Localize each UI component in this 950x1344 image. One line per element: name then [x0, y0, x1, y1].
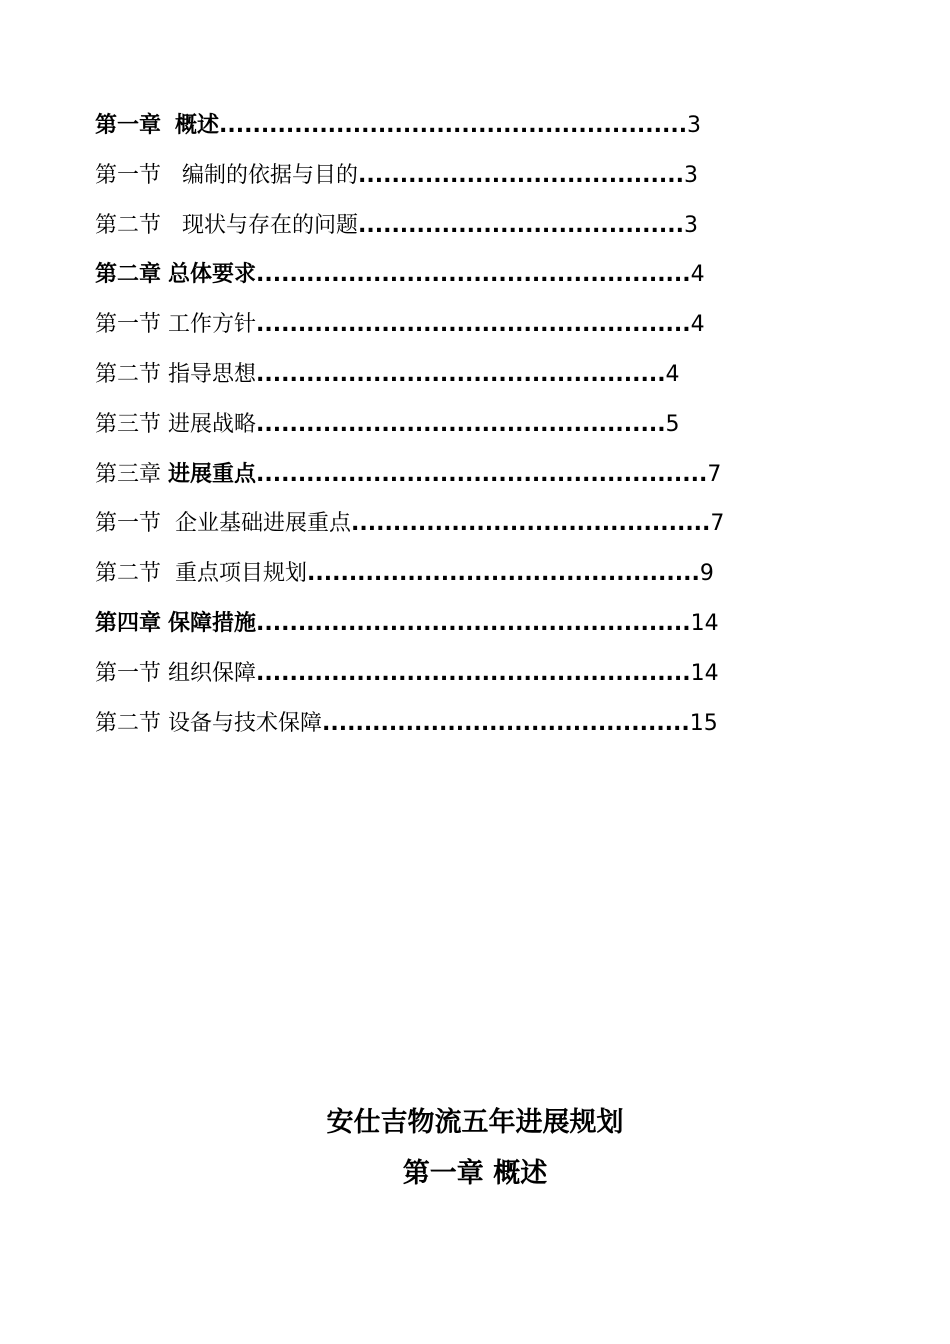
toc-entry-gap	[161, 412, 168, 437]
toc-entry-leader: .......................................	[358, 212, 684, 238]
toc-entry-title: 进展战略	[168, 411, 257, 437]
toc-entry-label: 第二章	[95, 262, 162, 288]
toc-entry-title: 重点项目规划	[175, 561, 308, 587]
toc-entry-gap	[161, 113, 175, 138]
toc-entry-leader: ...........................................	[351, 511, 711, 537]
toc-entry-title: 企业基础进展重点	[175, 511, 352, 537]
toc-entry-title: 指导思想	[168, 361, 257, 387]
toc-entry[interactable]	[95, 702, 795, 752]
toc-entry-title: 保障措施	[168, 610, 257, 636]
toc-entry-title: 设备与技术保障	[168, 710, 323, 736]
toc-entry-page: 14	[690, 660, 719, 686]
toc-entry-title: 进展重点	[168, 461, 257, 487]
toc-entry-leader: ....................................................	[256, 262, 691, 288]
toc-entry[interactable]	[95, 403, 795, 453]
toc-entry-leader: .................................................	[256, 361, 666, 387]
toc-entry-leader: ....................................................	[256, 312, 691, 338]
toc-entry[interactable]	[95, 552, 795, 602]
toc-entry-gap	[161, 511, 175, 536]
toc-entry-label: 第二节	[95, 361, 162, 387]
toc-entry-page: 15	[689, 710, 718, 736]
toc-entry-gap	[161, 611, 168, 636]
toc-entry-leader: ........................................................	[219, 113, 688, 138]
toc-entry-title: 总体要求	[168, 262, 257, 288]
toc-entry-page: 14	[690, 610, 719, 636]
toc-entry-leader: ...............................................	[307, 561, 700, 587]
toc-entry-gap	[161, 711, 168, 736]
toc-entry-leader: ......................................................	[256, 461, 708, 487]
toc-entry-page: 3	[683, 162, 698, 188]
toc-entry-label: 第二节	[95, 710, 162, 736]
toc-entry[interactable]	[95, 353, 795, 403]
toc-entry-gap	[161, 462, 168, 487]
toc-entry-label: 第二节	[95, 212, 162, 238]
toc-entry[interactable]	[95, 303, 795, 353]
toc-entry-gap	[161, 661, 168, 686]
toc-entry[interactable]	[95, 502, 795, 552]
toc-entry-page: 7	[710, 511, 725, 537]
toc-entry-gap	[161, 561, 175, 586]
toc-entry-page: 3	[687, 113, 702, 138]
toc-entry-title: 工作方针	[168, 312, 257, 338]
toc-entry-page: 9	[699, 561, 714, 587]
toc-entry-page: 4	[690, 262, 705, 288]
document-title: 安仕吉物流五年进展规划	[326, 1107, 624, 1138]
toc-entry-label: 第一节	[95, 660, 162, 686]
chapter-heading: 第一章 概述	[402, 1158, 548, 1189]
toc-entry-page: 3	[683, 212, 698, 238]
toc-entry-page: 4	[665, 361, 680, 387]
toc-entry-leader: ....................................................	[256, 660, 691, 686]
toc-entry[interactable]	[95, 602, 795, 652]
toc-entry[interactable]	[95, 652, 795, 702]
toc-entry-title: 概述	[175, 113, 220, 138]
toc-entry-label: 第一节	[95, 162, 162, 188]
toc-entry-leader: ....................................................	[256, 610, 691, 636]
toc-entry-gap	[161, 262, 168, 287]
toc-entry-page: 4	[690, 312, 705, 338]
toc-entry-label: 第三节	[95, 411, 162, 437]
toc-entry-title: 组织保障	[168, 660, 257, 686]
toc-entry-leader: .......................................	[358, 162, 684, 188]
toc-entry-title: 编制的依据与目的	[182, 162, 359, 188]
toc-entry[interactable]	[95, 453, 795, 503]
toc-entry-label: 第二节	[95, 561, 162, 587]
toc-entry[interactable]	[95, 104, 795, 154]
table-of-contents	[95, 104, 795, 751]
toc-entry-label: 第三章	[95, 461, 162, 487]
toc-entry-page: 7	[707, 461, 722, 487]
toc-entry[interactable]	[95, 204, 795, 254]
toc-entry-label: 第一节	[95, 312, 162, 338]
toc-entry[interactable]	[95, 253, 795, 303]
toc-entry[interactable]	[95, 154, 795, 204]
toc-entry-title: 现状与存在的问题	[182, 212, 359, 238]
toc-entry-label: 第一节	[95, 511, 162, 537]
toc-entry-gap	[161, 312, 168, 337]
toc-entry-label: 第四章	[95, 610, 162, 636]
toc-entry-page: 5	[665, 411, 680, 437]
toc-entry-gap	[161, 362, 168, 387]
toc-entry-label: 第一章	[95, 113, 162, 138]
toc-entry-leader: .................................................	[256, 411, 666, 437]
toc-entry-leader: ............................................	[322, 710, 690, 736]
toc-entry-gap	[161, 213, 182, 238]
toc-entry-gap	[161, 163, 182, 188]
